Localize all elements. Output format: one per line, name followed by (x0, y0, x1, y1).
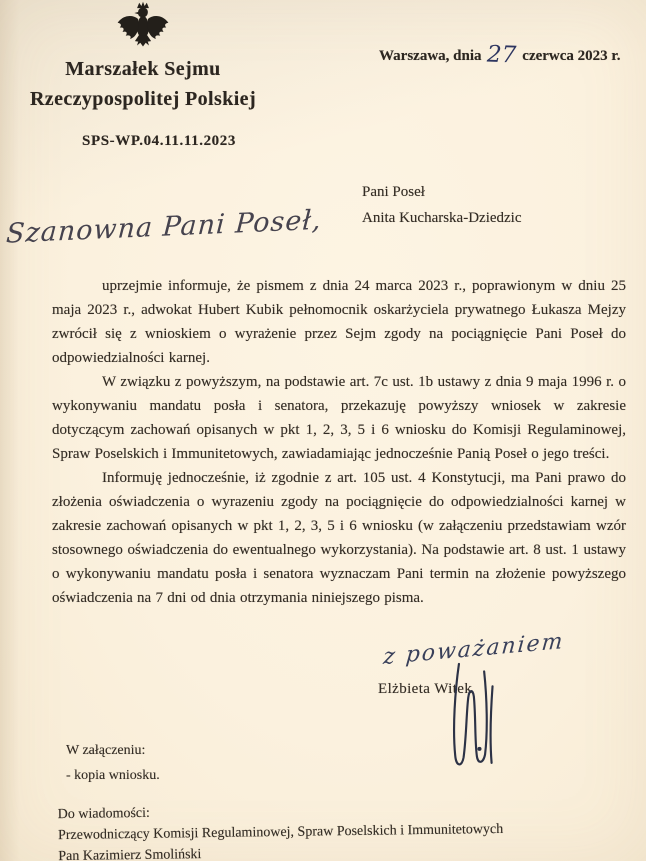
addressee-name: Anita Kucharska-Dziedzic (362, 210, 522, 226)
letterhead-office (12, 54, 274, 114)
dateline-prefix: Warszawa, dnia (379, 48, 482, 64)
letterhead-office-line1: Marszałek Sejmu (65, 58, 221, 80)
addressee-title: Pani Poseł (362, 184, 425, 200)
reference-number: SPS-WP.04.11.11.2023 (82, 133, 236, 149)
attachments-block (66, 738, 160, 788)
body-paragraph-1: uprzejmie informuje, że pismem z dnia 24 marca 2023 r., poprawionym w dniu 25 maja 2023 r., adwokat Hubert Kubik pełnomocnik oskarżyciela prywatnego Łukasza Mejzy zwrócił się z wnioskiem o wyrażenie przez Sejm zgody na pociągnięcie Pani Poseł do odpowiedzialności karnej. (52, 278, 626, 366)
cc-label: Do wiadomości: (57, 805, 150, 823)
handwritten-closing-phrase: z poważaniem (382, 628, 566, 671)
signer-name: Elżbieta Witek (378, 681, 473, 697)
dateline-suffix: czerwca 2023 r. (522, 48, 621, 64)
handwritten-day: 27 (486, 41, 517, 69)
handwritten-signature (444, 658, 500, 785)
letter-body (52, 274, 626, 610)
cc-block (58, 798, 504, 867)
letterhead-office-line2: Rzeczypospolitej Polskiej (29, 88, 257, 110)
body-paragraph-3: Informuję jednocześnie, iż zgodnie z art. 105 ust. 4 Konstytucji, ma Pani prawo do złożenia oświadczenia o wyrazeniu zgody na pociągnięcie do odpowiedzialności karnej w zakresie zachowań opisanych w pkt 1, 2, 3, 5 i 6 wniosku (w załączeniu przedstawiam wzór stosownego oświadczenia do ewentualnego wykorzystania). Na podstawie art. 8 ust. 1 ustawy o wykonywaniu mandatu posła i senatora wyznaczam Pani termin na złożenie powyższego oświadczenia na 7 dni od dnia otrzymania niniejszego pisma. (52, 470, 626, 606)
dateline (379, 40, 621, 69)
addressee-block (362, 179, 522, 231)
cc-line1: Przewodniczący Komisji Regulaminowej, Spraw Poselskich i Immunitetowych (57, 821, 504, 844)
polish-eagle-emblem-icon (116, 1, 170, 56)
body-paragraph-2: W związku z powyższym, na podstawie art. 7c ust. 1b ustawy z dnia 9 maja 1996 r. o wykonywaniu mandatu posła i senatora, przekazuję powyższy wniosek w zakresie dotyczącym zachowań opisanych w pkt 1, 2, 3, 5 i 6 wniosku do Komisji Regulaminowej, Spraw Poselskich i Immunitetowych, zawiadamiając jednocześnie Panią Poseł o jego treści. (52, 374, 626, 462)
handwritten-salutation: Szanowna Pani Poseł, (5, 204, 323, 250)
attachments-label: W załączeniu: (66, 743, 146, 758)
cc-line2: Pan Kazimierz Smoliński (58, 847, 202, 865)
attachments-item: - kopia wniosku. (66, 768, 160, 783)
